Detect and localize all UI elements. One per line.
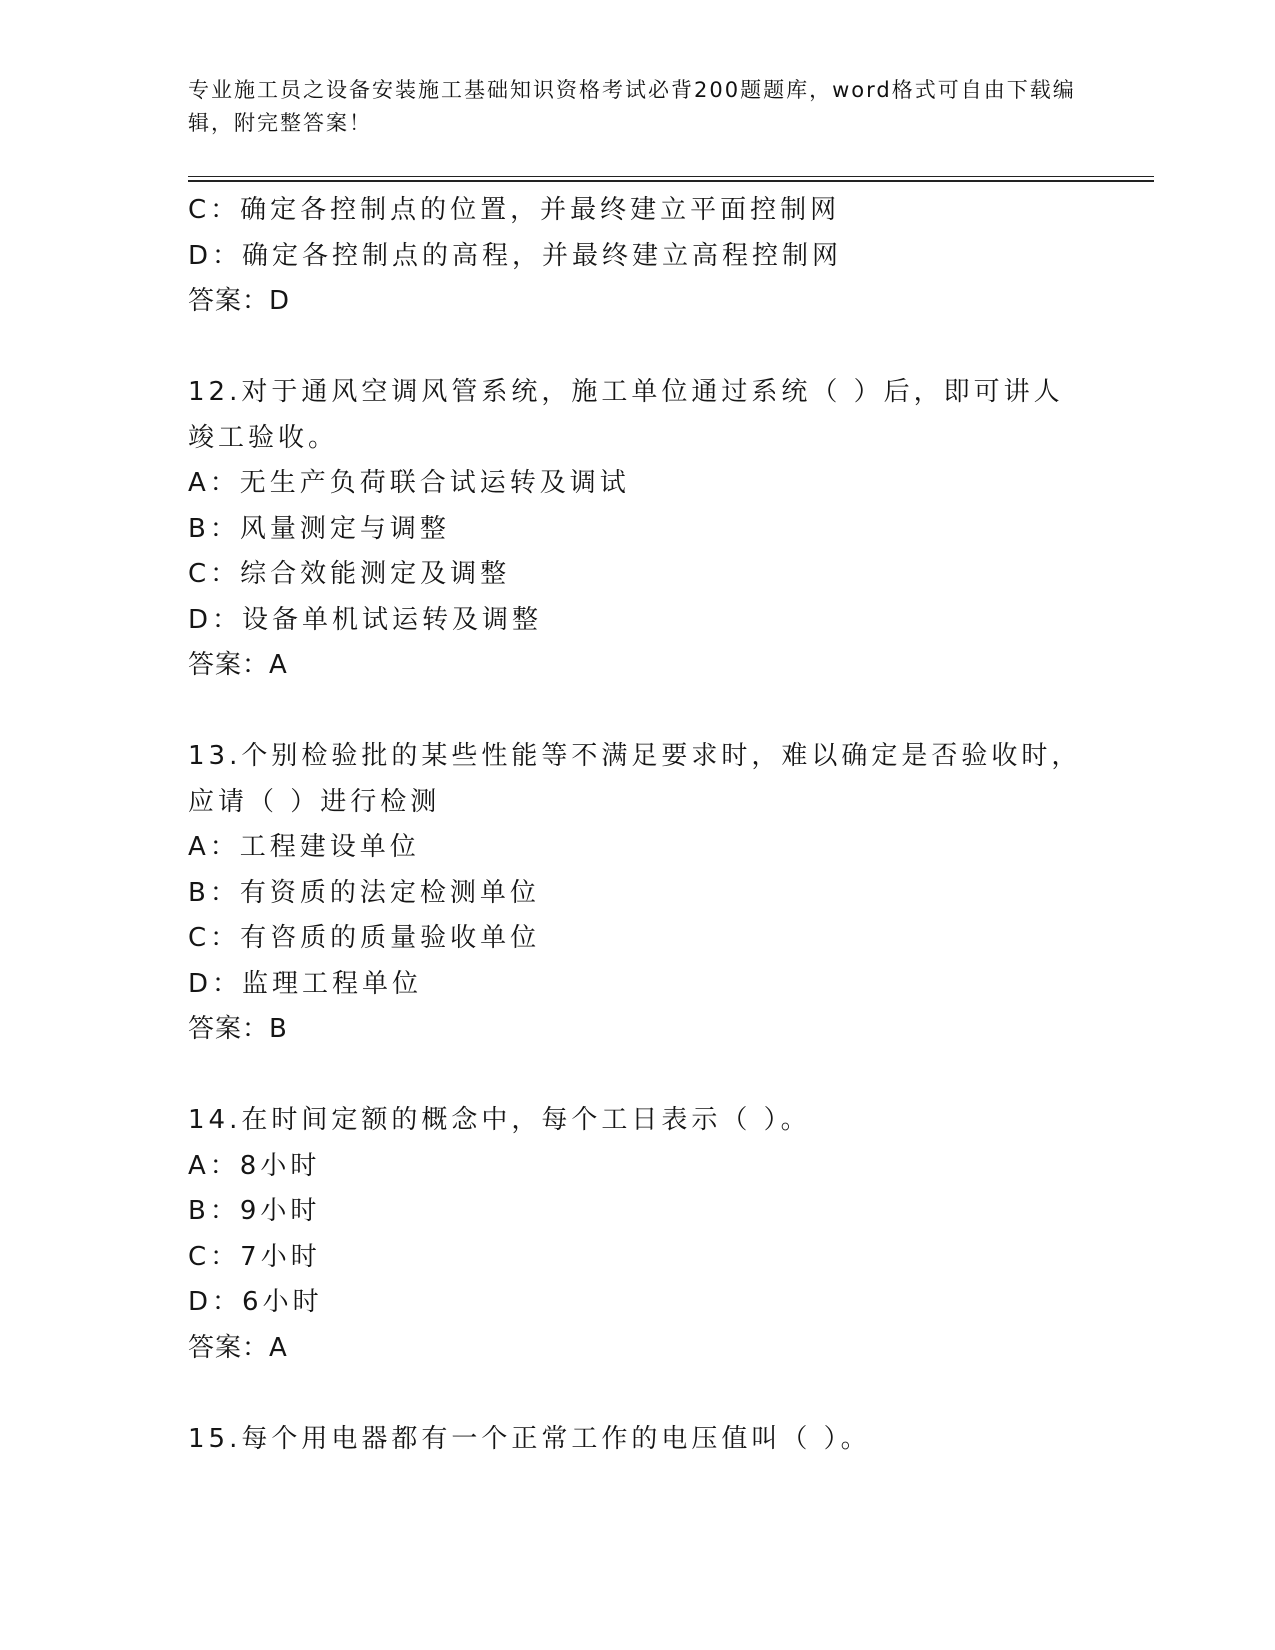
spacer — [188, 1053, 1088, 1099]
spacer — [188, 1371, 1088, 1417]
question-stem: 15.每个用电器都有一个正常工作的电压值叫（ ）。 — [188, 1423, 871, 1454]
option-a: A：工程建设单位 — [188, 832, 420, 862]
option-d: D：确定各控制点的高程，并最终建立高程控制网 — [188, 240, 843, 271]
option-d: D：6小时 — [188, 1287, 323, 1317]
option-b: B：9小时 — [188, 1196, 321, 1226]
question-list — [188, 188, 1088, 1462]
document-header: 专业施工员之设备安装施工基础知识资格考试必背200题题库，word格式可自由下载编辑，附完整答案！ — [188, 78, 1076, 135]
option-a: A：8小时 — [188, 1150, 321, 1181]
header-divider-thin — [188, 176, 1154, 177]
answer-line: 答案：A — [188, 650, 288, 680]
spacer — [188, 689, 1088, 735]
option-b: B：有资质的法定检测单位 — [188, 877, 540, 908]
spacer — [188, 325, 1088, 371]
answer-line: 答案：B — [188, 1014, 288, 1044]
option-c: C：有咨质的质量验收单位 — [188, 923, 541, 953]
question-11-continued — [188, 188, 1088, 325]
answer-line: 答案：D — [188, 286, 291, 316]
option-b: B：风量测定与调整 — [188, 513, 450, 544]
option-c: C：确定各控制点的位置，并最终建立平面控制网 — [188, 195, 841, 225]
option-a: A：无生产负荷联合试运转及调试 — [188, 468, 630, 498]
question-stem: 12.对于通风空调风管系统，施工单位通过系统（ ）后，即可讲人竣工验收。 — [188, 377, 1064, 453]
answer-line: 答案：A — [188, 1332, 288, 1363]
option-c: C：综合效能测定及调整 — [188, 559, 511, 589]
option-d: D：监理工程单位 — [188, 968, 423, 999]
header-divider-thick — [188, 180, 1154, 182]
option-c: C：7小时 — [188, 1241, 321, 1272]
question-14 — [188, 1098, 1088, 1371]
option-d: D：设备单机试运转及调整 — [188, 604, 543, 635]
question-13 — [188, 734, 1088, 1053]
question-stem: 13.个别检验批的某些性能等不满足要求时，难以确定是否验收时，应请（ ）进行检测 — [188, 741, 1082, 817]
question-12 — [188, 370, 1088, 689]
question-stem: 14.在时间定额的概念中，每个工日表示（ ）。 — [188, 1105, 811, 1135]
question-15 — [188, 1417, 1088, 1463]
